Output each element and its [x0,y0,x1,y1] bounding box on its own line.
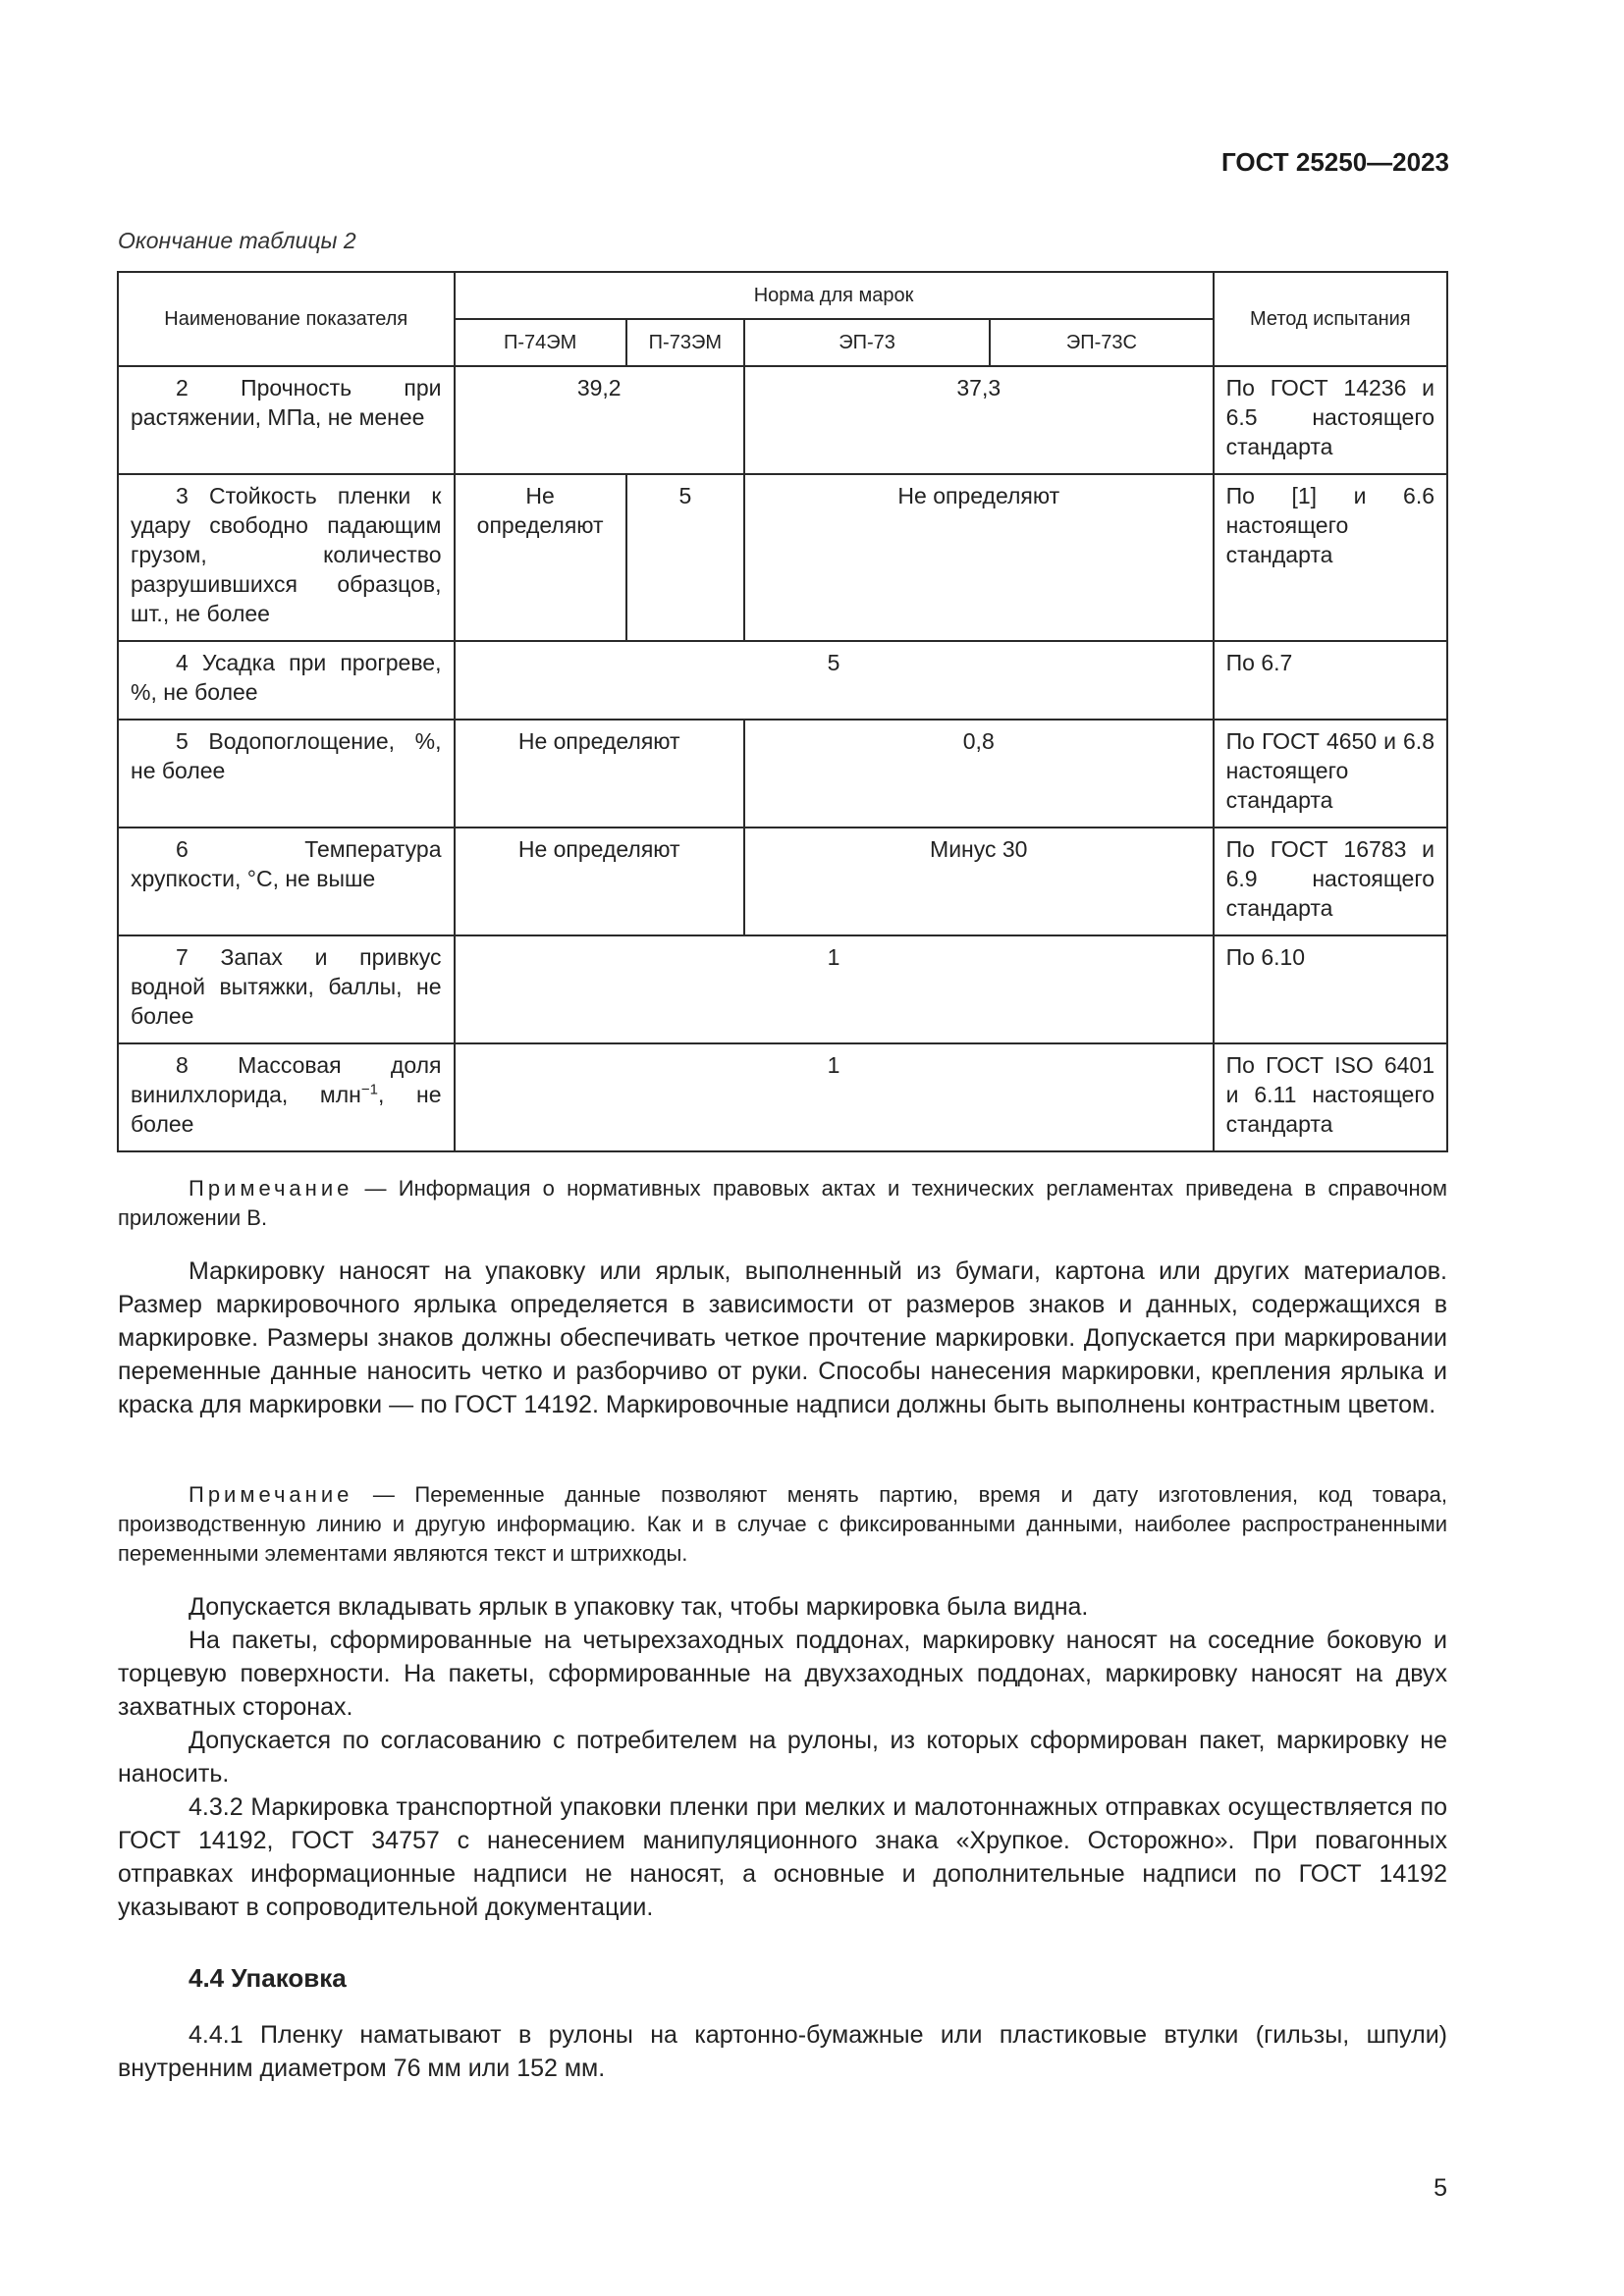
page-number: 5 [1434,2174,1447,2202]
header-indicator: Наименование показателя [118,272,455,366]
indicator-cell: 2 Прочность при растяжении, МПа, не менее [118,366,455,474]
table-row [118,720,1447,828]
indicator-cell: 3 Стойкость пленки к удару свободно падающим грузом, количество разрушившихся образцов, шт., не более [118,474,455,641]
indicator-cell: 6 Температура хрупкости, °C, не выше [118,828,455,935]
table-row [118,1043,1447,1151]
norms-table [117,271,1448,1152]
grade-header: ЭП-73 [744,319,990,366]
value-cell: Не определяют [455,828,744,935]
paragraphs-marking-rules [118,1590,1447,1924]
method-cell: По 6.7 [1214,641,1447,720]
indicator-superscript: −1 [360,1081,378,1098]
method-cell: По ГОСТ ISO 6401 и 6.11 настоящего стандарта [1214,1043,1447,1151]
note-text: — Переменные данные позволяют менять партию, время и дату изготовления, код товара, производственную линию и другую информацию. Как и в случае с фиксированными данными, наиболее распространенными переменными элементами являются текст и штрихкоды. [118,1482,1447,1566]
value-cell: Не определяют [455,474,626,641]
header-norm: Норма для марок [455,272,1214,319]
table-note [118,1174,1447,1233]
note-text: — Информация о нормативных правовых актах и технических регламентах приведена в справочном приложении В. [118,1176,1447,1230]
marking-note [118,1480,1447,1569]
method-cell: По 6.10 [1214,935,1447,1043]
value-cell: 5 [626,474,744,641]
method-cell: По [1] и 6.6 настоящего стандарта [1214,474,1447,641]
value-cell: Минус 30 [744,828,1214,935]
table-row [118,366,1447,474]
value-cell: Не определяют [744,474,1214,641]
method-cell: По ГОСТ 14236 и 6.5 настоящего стандарта [1214,366,1447,474]
value-cell: 1 [455,935,1214,1043]
section-heading: 4.4 Упаковка [189,1963,347,1993]
indicator-cell: 7 Запах и привкус водной вытяжки, баллы, не более [118,935,455,1043]
paragraph-packaging [118,2018,1447,2085]
table-caption: Окончание таблицы 2 [118,228,356,253]
note-label: Примечание [189,1176,353,1201]
value-cell: 0,8 [744,720,1214,828]
paragraph-marking [118,1255,1447,1421]
value-cell: 1 [455,1043,1214,1151]
value-cell: 5 [455,641,1214,720]
grade-header: ЭП-73С [990,319,1213,366]
value-cell: 37,3 [744,366,1214,474]
table-row [118,828,1447,935]
paragraph-text: Допускается по согласованию с потребителем на рулоны, из которых сформирован пакет, маркировку не наносить. [118,1727,1447,1788]
paragraph-text: 4.4.1 Пленку наматывают в рулоны на картонно-бумажные или пластиковые втулки (гильзы, шпули) внутренним диаметром 76 мм или 152 мм. [118,2021,1447,2082]
document-designation: ГОСТ 25250—2023 [1221,147,1449,177]
header-method: Метод испытания [1214,272,1447,366]
note-label: Примечание [189,1482,353,1507]
paragraph-text: На пакеты, сформированные на четырехзаходных поддонах, маркировку наносят на соседние боковую и торцевую поверхности. На пакеты, сформированные на двухзаходных поддонах, маркировку наносят на двух захватных сторонах. [118,1627,1447,1721]
grade-header: П-74ЭМ [455,319,626,366]
table-header-row [118,272,1447,319]
method-cell: По ГОСТ 16783 и 6.9 настоящего стандарта [1214,828,1447,935]
indicator-cell: 5 Водопоглощение, %, не более [118,720,455,828]
indicator-cell: 4 Усадка при прогреве, %, не более [118,641,455,720]
table-row [118,474,1447,641]
grade-header: П-73ЭМ [626,319,744,366]
table-row [118,641,1447,720]
indicator-text: 8 Массовая доля винилхлорида, млн [131,1052,442,1107]
paragraph-text: Маркировку наносят на упаковку или ярлык, выполненный из бумаги, картона или других материалов. Размер маркировочного ярлыка определяется в зависимости от размеров знаков и данных, содержащихся в маркировке. Размеры знаков должны обеспечивать четкое прочтение маркировки. Допускается при маркировании переменные данные наносить четко и разборчиво от руки. Способы нанесения маркировки, крепления ярлыка и краска для маркировки — по ГОСТ 14192. Маркировочные надписи должны быть выполнены контрастным цветом. [118,1257,1447,1418]
indicator-cell [118,1043,455,1151]
value-cell: 39,2 [455,366,744,474]
value-cell: Не определяют [455,720,744,828]
paragraph-text: 4.3.2 Маркировка транспортной упаковки пленки при мелких и малотоннажных отправках осуществляется по ГОСТ 14192, ГОСТ 34757 с нанесением манипуляционного знака «Хрупкое. Осторожно». При повагонных отправках информационные надписи не наносят, а основные и дополнительные надписи по ГОСТ 14192 указывают в сопроводительной документации. [118,1793,1447,1921]
method-cell: По ГОСТ 4650 и 6.8 настоящего стандарта [1214,720,1447,828]
paragraph-text: Допускается вкладывать ярлык в упаковку так, чтобы маркировка была видна. [189,1593,1089,1621]
indicator-text: , не более [131,1082,442,1137]
table-row [118,935,1447,1043]
